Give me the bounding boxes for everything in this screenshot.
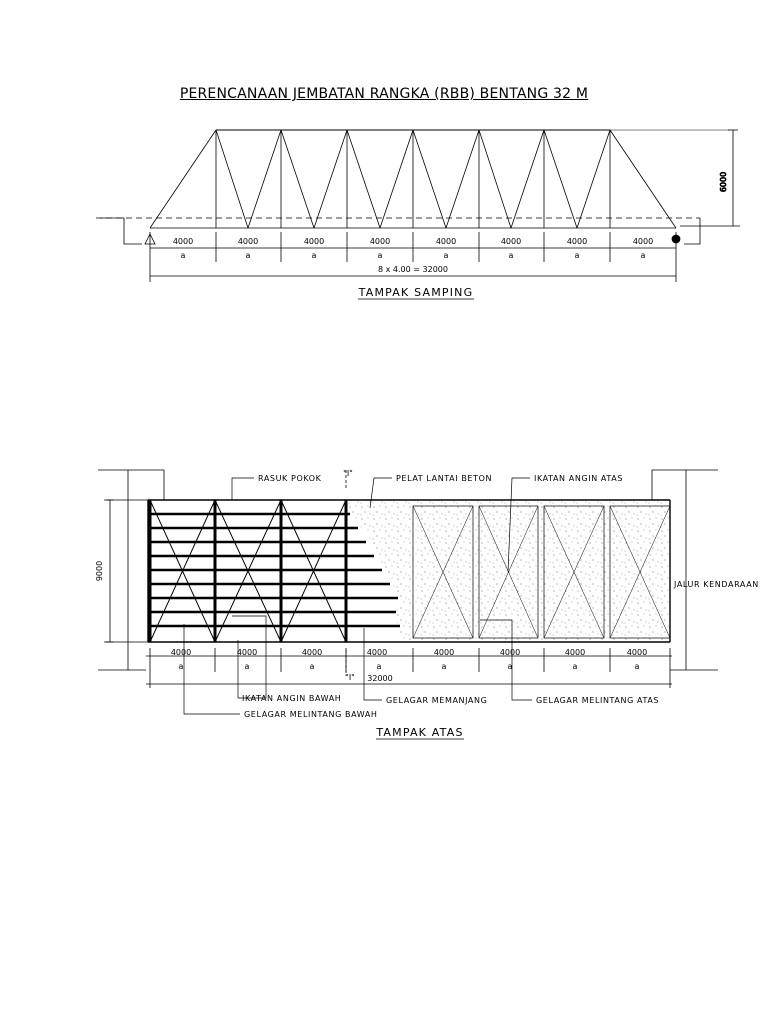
top-view-segment-dimensions — [146, 648, 672, 688]
label-gelagar-melintang-bawah: GELAGAR MELINTANG BAWAH — [244, 710, 378, 719]
top-seg-label-1: 4000 — [170, 648, 192, 657]
side-seg-label-2: 4000 — [237, 237, 259, 246]
top-total-label: 32000 — [367, 674, 393, 683]
top-view-concrete-deck — [347, 500, 670, 642]
top-seg-label-7: 4000 — [564, 648, 586, 657]
side-sub-label-2: a — [245, 251, 251, 260]
top-sub-label-8: a — [634, 662, 640, 671]
label-gelagar-melintang-atas: GELAGAR MELINTANG ATAS — [536, 696, 660, 705]
top-seg-label-3: 4000 — [301, 648, 323, 657]
top-sub-label-6: a — [507, 662, 513, 671]
side-view-height-dimension — [680, 130, 740, 226]
top-sub-label-1: a — [178, 662, 184, 671]
label-ikatan-angin-atas: IKATAN ANGIN ATAS — [534, 474, 623, 483]
side-sub-label-6: a — [508, 251, 514, 260]
side-seg-label-7: 4000 — [566, 237, 588, 246]
top-sub-label-3: a — [309, 662, 315, 671]
side-seg-label-5: 4000 — [435, 237, 457, 246]
top-view-width-dimension — [104, 500, 148, 642]
side-seg-label-8: 4000 — [632, 237, 654, 246]
top-seg-label-6: 4000 — [499, 648, 521, 657]
top-sub-label-4: a — [376, 662, 382, 671]
side-seg-label-1: 4000 — [172, 237, 194, 246]
side-sub-label-5: a — [443, 251, 449, 260]
side-total-label: 8 x 4.00 = 32000 — [378, 265, 448, 274]
label-rasuk-pokok: RASUK POKOK — [258, 474, 322, 483]
top-sub-label-2: a — [244, 662, 250, 671]
side-view-segment-dimensions — [150, 232, 676, 282]
side-seg-label-6: 4000 — [500, 237, 522, 246]
label-pelat-lantai: PELAT LANTAI BETON — [396, 474, 493, 483]
top-seg-label-5: 4000 — [433, 648, 455, 657]
top-sub-label-5: a — [441, 662, 447, 671]
side-seg-label-4: 4000 — [369, 237, 391, 246]
side-sub-label-1: a — [180, 251, 186, 260]
side-sub-label-8: a — [640, 251, 646, 260]
top-view — [98, 470, 718, 714]
section-mark-bottom: "I" — [345, 673, 355, 682]
top-seg-label-2: 4000 — [236, 648, 258, 657]
section-mark-top: "I" — [343, 469, 353, 478]
side-view-caption: TAMPAK SAMPING — [358, 286, 474, 299]
top-sub-label-7: a — [572, 662, 578, 671]
side-sub-label-4: a — [377, 251, 383, 260]
label-gelagar-memanjang: GELAGAR MEMANJANG — [386, 696, 488, 705]
top-width-label: 9000 — [95, 560, 104, 582]
top-seg-label-4: 4000 — [366, 648, 388, 657]
drawing-title: PERENCANAAN JEMBATAN RANGKA (RBB) BENTANG 32 M — [179, 86, 589, 102]
side-height-label: 6000 — [719, 171, 728, 193]
label-ikatan-angin-bawah: IKATAN ANGIN BAWAH — [242, 694, 342, 703]
side-view-supports — [145, 234, 680, 244]
label-jalur-kendaraan: JALUR KENDARAAN — [674, 580, 759, 589]
top-view-caption: TAMPAK ATAS — [376, 726, 464, 739]
side-view-truss — [96, 130, 730, 244]
side-sub-label-3: a — [311, 251, 317, 260]
top-seg-label-8: 4000 — [626, 648, 648, 657]
side-seg-label-3: 4000 — [303, 237, 325, 246]
side-sub-label-7: a — [574, 251, 580, 260]
